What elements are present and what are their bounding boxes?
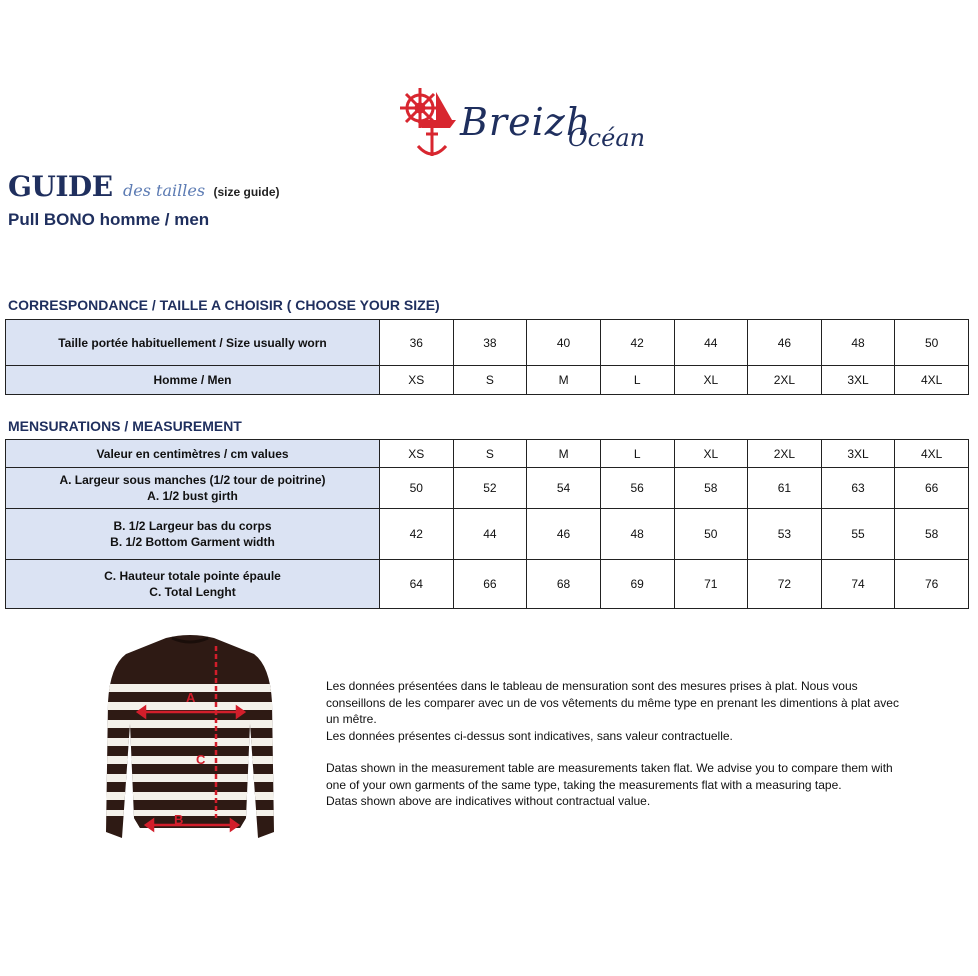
note-fr-2: Les données présentes ci-dessus sont indicatives, sans valeur contractuelle.: [326, 728, 733, 743]
table-cell: 63: [821, 468, 895, 509]
table-cell: M: [527, 366, 601, 395]
title-script: des tailles: [123, 181, 206, 200]
row-label: Taille portée habituellement / Size usually worn: [6, 320, 380, 366]
table-cell: 61: [748, 468, 822, 509]
note-fr-1: Les données présentées dans le tableau de mensuration sont des mesures prises à plat. Nous vous conseillons de les comparer avec un de vos vêtements du même type en prenant les dimentions à plat avec un mêtre.: [326, 679, 899, 726]
table-cell: 44: [453, 509, 527, 560]
table-cell: 66: [895, 468, 969, 509]
table-cell: 3XL: [821, 366, 895, 395]
column-header: Valeur en centimètres / cm values: [6, 440, 380, 468]
table-cell: 46: [527, 509, 601, 560]
sweater-illustration: [104, 632, 276, 854]
column-header: 3XL: [821, 440, 895, 468]
table-cell: 56: [600, 468, 674, 509]
product-title: Pull BONO homme / men: [8, 210, 210, 229]
section-title-measurement: MENSURATIONS / MEASUREMENT: [8, 418, 242, 434]
size-correspondance-table: [5, 319, 969, 395]
table-header-row: [6, 440, 969, 468]
table-cell: 74: [821, 560, 895, 609]
row-label-fr: C. Hauteur totale pointe épaule: [104, 569, 281, 583]
column-header: S: [453, 440, 527, 468]
table-cell: 4XL: [895, 366, 969, 395]
row-label-fr: A. Largeur sous manches (1/2 tour de poitrine): [59, 473, 326, 487]
table-cell: 38: [453, 320, 527, 366]
table-cell: 44: [674, 320, 748, 366]
table-cell: 50: [380, 468, 454, 509]
measurement-notes: [326, 678, 901, 810]
marker-b-label: B: [174, 812, 184, 827]
table-cell: 69: [600, 560, 674, 609]
table-cell: XL: [674, 366, 748, 395]
table-cell: 54: [527, 468, 601, 509]
brand-wordmark: [460, 94, 670, 154]
table-cell: L: [600, 366, 674, 395]
table-cell: 52: [453, 468, 527, 509]
table-cell: 58: [895, 509, 969, 560]
measurement-table: [5, 439, 969, 609]
table-cell: 46: [748, 320, 822, 366]
row-label-fr: B. 1/2 Largeur bas du corps: [113, 519, 272, 533]
column-header: 4XL: [895, 440, 969, 468]
table-cell: 36: [380, 320, 454, 366]
table-row: [6, 560, 969, 609]
table-cell: 76: [895, 560, 969, 609]
table-cell: 66: [453, 560, 527, 609]
table-cell: 2XL: [748, 366, 822, 395]
table-cell: 48: [600, 509, 674, 560]
title-size-guide: (size guide): [213, 185, 280, 199]
table-cell: 40: [527, 320, 601, 366]
row-label-en: A. 1/2 bust girth: [147, 489, 238, 503]
note-en-2: Datas shown above are indicatives without contractual value.: [326, 794, 651, 808]
table-cell: 42: [600, 320, 674, 366]
table-cell: 53: [748, 509, 822, 560]
section-title-correspondance: CORRESPONDANCE / TAILLE A CHOISIR ( CHOOSE YOUR SIZE): [8, 297, 440, 313]
brand-name-main: Breizh: [460, 100, 592, 144]
table-cell: 42: [380, 509, 454, 560]
column-header: M: [527, 440, 601, 468]
page-title: [8, 170, 280, 202]
table-cell: 50: [895, 320, 969, 366]
table-row: [6, 366, 969, 395]
brand-name-sub: Océan: [568, 124, 646, 152]
note-en-1: Datas shown in the measurement table are measurements taken flat. We advise you to compare them with one of your own garments of the same type, taking the measurements flat with a measuring tape.: [326, 761, 893, 792]
title-guide: GUIDE: [8, 170, 113, 203]
table-row: [6, 468, 969, 509]
sweater-icon: [104, 632, 276, 854]
table-cell: 68: [527, 560, 601, 609]
row-label: [6, 509, 380, 560]
table-cell: 64: [380, 560, 454, 609]
table-cell: 72: [748, 560, 822, 609]
table-cell: 50: [674, 509, 748, 560]
table-cell: XS: [380, 366, 454, 395]
row-label: [6, 560, 380, 609]
table-row: [6, 320, 969, 366]
row-label: [6, 468, 380, 509]
column-header: 2XL: [748, 440, 822, 468]
brand-logo: [396, 82, 686, 164]
row-label-en: C. Total Lenght: [149, 585, 236, 599]
column-header: L: [600, 440, 674, 468]
table-row: [6, 509, 969, 560]
table-cell: 58: [674, 468, 748, 509]
column-header: XL: [674, 440, 748, 468]
row-label: Homme / Men: [6, 366, 380, 395]
marker-a-label: A: [186, 690, 196, 705]
column-header: XS: [380, 440, 454, 468]
marker-c-label: C: [196, 752, 206, 767]
table-cell: 71: [674, 560, 748, 609]
table-cell: 55: [821, 509, 895, 560]
table-cell: 48: [821, 320, 895, 366]
row-label-en: B. 1/2 Bottom Garment width: [110, 535, 275, 549]
ship-wheel-anchor-icon: [396, 82, 458, 164]
table-cell: S: [453, 366, 527, 395]
